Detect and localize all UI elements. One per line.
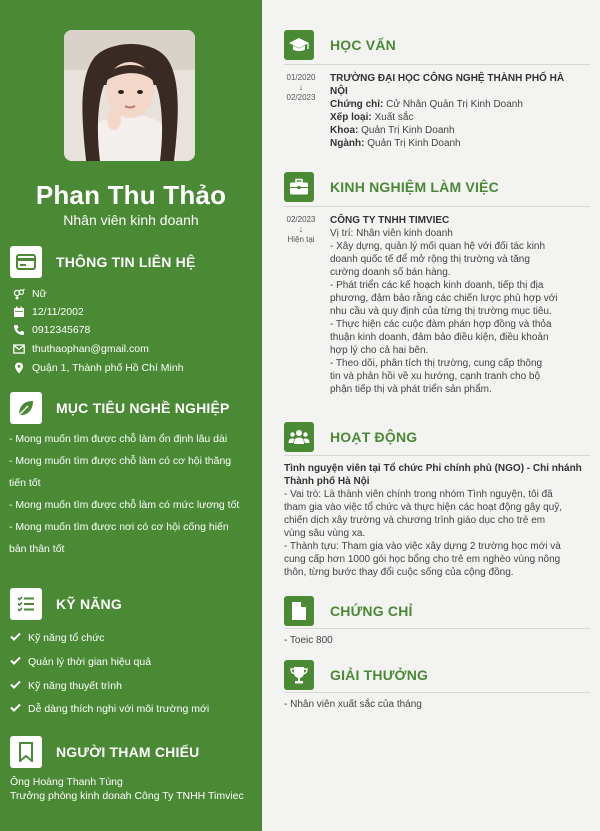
awards-section-header [284, 660, 428, 690]
reference-position: Trưởng phòng kinh donah Công Ty TNHH Timviec [10, 790, 244, 802]
objective-line: tiến tốt [9, 477, 41, 489]
experience-line: tin và phản hồi về xu hướng, cạnh tranh cho bộ [330, 371, 541, 382]
reference-details [10, 775, 244, 803]
education-major-row [330, 137, 592, 150]
skills-section-header [10, 588, 122, 620]
check-icon [10, 680, 22, 692]
divider [284, 64, 590, 65]
objective-line: - Mong muốn tìm được chỗ làm có cơ hội thăng [9, 455, 232, 467]
experience-line: Vị trí: Nhân viên kinh doanh [330, 228, 453, 239]
objective-line: bản thân tốt [9, 543, 65, 555]
experience-line: doanh quốc tế để mở rộng thị trường và tăng [330, 254, 530, 265]
activity-line: tham gia vào việc tổ chức và thực hiện các hoạt động gây quỹ, [284, 502, 562, 513]
activity-line: vùng sâu vùng xa. [284, 528, 366, 539]
school-name-line1: TRƯỜNG ĐẠI HỌC CÔNG NGHỆ THÀNH PHỐ HÀ [330, 73, 565, 84]
email-value[interactable]: thuthaophan@gmail.com [32, 343, 149, 355]
gender-row [13, 288, 47, 300]
candidate-job-title: Nhân viên kinh doanh [63, 212, 199, 228]
reference-section-header [10, 736, 199, 768]
rank-label: Xếp loại: [330, 112, 372, 123]
rank-value: Xuất sắc [374, 112, 414, 123]
experience-line: - Thực hiện các cuộc đàm phán hợp đồng và thỏa [330, 319, 552, 330]
group-icon [284, 422, 314, 452]
map-pin-icon [13, 362, 25, 374]
check-icon [10, 703, 22, 715]
checklist-icon [10, 588, 42, 620]
education-start: 01/2020 [286, 73, 316, 82]
education-end: 02/2023 [286, 93, 316, 102]
education-cert-row [330, 98, 592, 111]
experience-details [330, 214, 592, 396]
certificates-section-header [284, 596, 413, 626]
experience-line: phận tiếp thị và phát triển sản phẩm. [330, 384, 492, 395]
activity-line: cung cấp hơn 1000 gói học bổng cho trẻ em nghèo vùng nông [284, 554, 561, 565]
experience-date [282, 214, 320, 245]
reference-section-title: NGƯỜI THAM CHIẾU [56, 744, 200, 760]
document-icon [284, 596, 314, 626]
faculty-value: Quản Trị Kinh Doanh [361, 125, 455, 136]
trophy-icon [284, 660, 314, 690]
experience-line: cường doanh số bán hàng. [330, 267, 451, 278]
certificates-section-title: CHỨNG CHỈ [330, 603, 413, 619]
cert-label: Chứng chỉ: [330, 99, 384, 110]
experience-line: thuận kinh doanh, đảm bảo điều kiện, điều khoản [330, 332, 549, 343]
candidate-name: Phan Thu Thảo [35, 180, 227, 210]
education-details [330, 72, 592, 150]
divider [284, 692, 590, 693]
cert-value: Cử Nhân Quản Trị Kinh Doanh [386, 99, 523, 110]
activity-line: thôn, từng bước thay đổi cuộc sống của cộng đồng. [284, 567, 514, 578]
skill-item [10, 703, 209, 715]
skill-label: Quản lý thời gian hiệu quả [28, 656, 152, 668]
birthday-row [13, 306, 84, 318]
objective-line: - Mong muốn tìm được chỗ làm ổn định lâu dài [9, 433, 228, 445]
activity-org-line2: Thành phố Hà Nội [284, 476, 370, 487]
skill-item [10, 680, 122, 692]
experience-end: Hiện tại [287, 235, 315, 244]
education-date [282, 72, 320, 103]
certificate-item: - Toeic 800 [284, 635, 333, 646]
bookmark-icon [10, 736, 42, 768]
award-item: - Nhân viên xuất sắc của tháng [284, 699, 422, 710]
phone-row [13, 324, 90, 336]
birthday-value: 12/11/2002 [32, 306, 84, 318]
major-value: Quản Trị Kinh Doanh [367, 138, 461, 149]
leaf-icon [10, 392, 42, 424]
email-row [13, 343, 149, 355]
activity-line: chiến dịch xây trường và chương trình giáo dục cho trẻ em [284, 515, 546, 526]
company-name: CÔNG TY TNHH TIMVIEC [330, 215, 450, 226]
divider [284, 628, 590, 629]
experience-line: phương, đảm bảo rằng các chiến lược phù hợp với [330, 293, 558, 304]
experience-start: 02/2023 [286, 215, 316, 224]
skill-label: Dễ dàng thích nghi với môi trường mới [28, 703, 210, 715]
address-value: Quận 1, Thành phố Hồ Chí Minh [32, 362, 184, 374]
activity-org-line1: Tình nguyện viên tại Tổ chức Phi chính phủ (NGO) - Chi nhánh [284, 463, 582, 474]
skill-item [10, 656, 151, 668]
skill-label: Kỹ năng tổ chức [28, 632, 105, 644]
education-section-header [284, 30, 396, 60]
phone-icon [13, 324, 25, 336]
activities-section-title: HOẠT ĐỘNG [330, 429, 418, 445]
activity-line: - Vai trò: Là thành viên chính trong nhóm Tình nguyện, tôi đã [284, 489, 553, 500]
divider [284, 455, 590, 456]
objective-section-title: MỤC TIÊU NGHỀ NGHIỆP [56, 400, 230, 416]
experience-line: hợp lý cho cả hai bên. [330, 345, 429, 356]
experience-line: - Phát triển các kế hoạch kinh doanh, tiếp thị địa [330, 280, 544, 291]
awards-section-title: GIẢI THƯỞNG [330, 667, 429, 683]
gender-value: Nữ [32, 288, 47, 300]
faculty-label: Khoa: [330, 125, 359, 136]
check-icon [10, 632, 22, 644]
objective-line: - Mong muốn tìm được nơi có cơ hội cống hiến [9, 521, 229, 533]
briefcase-icon [284, 172, 314, 202]
address-row [13, 362, 184, 374]
activities-details [284, 462, 592, 579]
contact-section-header [10, 246, 196, 278]
graduation-cap-icon [284, 30, 314, 60]
objective-line: - Mong muốn tìm được chỗ làm có mức lương tốt [9, 499, 240, 511]
skill-label: Kỹ năng thuyết trình [28, 680, 122, 692]
activity-line: - Thành tựu: Tham gia vào việc xây dựng 2 trường học mới và [284, 541, 561, 552]
objective-section-header [10, 392, 230, 424]
education-rank-row [330, 111, 592, 124]
education-section-title: HỌC VẤN [330, 37, 396, 53]
experience-section-header [284, 172, 499, 202]
experience-line: - Xây dựng, quản lý mối quan hệ với đối tác kinh [330, 241, 546, 252]
credit-card-icon [10, 246, 42, 278]
arrow-down-icon: ↓ [298, 82, 304, 92]
experience-line: nhu cầu và quy định của từng thị trường mục tiêu. [330, 306, 552, 317]
divider [284, 206, 590, 207]
portrait-illustration [64, 30, 195, 161]
arrow-down-icon: ↓ [298, 224, 304, 234]
avatar [64, 30, 195, 161]
skills-section-title: KỸ NĂNG [56, 596, 122, 612]
phone-value: 0912345678 [32, 324, 91, 336]
education-faculty-row [330, 124, 592, 137]
objective-list [9, 428, 253, 560]
gender-icon [13, 288, 25, 300]
activities-section-header [284, 422, 417, 452]
school-name-line2: NỘI [330, 86, 348, 97]
experience-line: - Theo dõi, phân tích thị trường, cung cấp thông [330, 358, 543, 369]
major-label: Ngành: [330, 138, 365, 149]
calendar-icon [13, 306, 25, 318]
reference-name: Ông Hoàng Thanh Tùng [10, 776, 123, 788]
envelope-icon [13, 343, 25, 355]
skill-item [10, 632, 105, 644]
contact-section-title: THÔNG TIN LIÊN HỆ [56, 254, 196, 270]
left-column [0, 0, 262, 831]
experience-section-title: KINH NGHIỆM LÀM VIỆC [330, 179, 499, 195]
check-icon [10, 656, 22, 668]
